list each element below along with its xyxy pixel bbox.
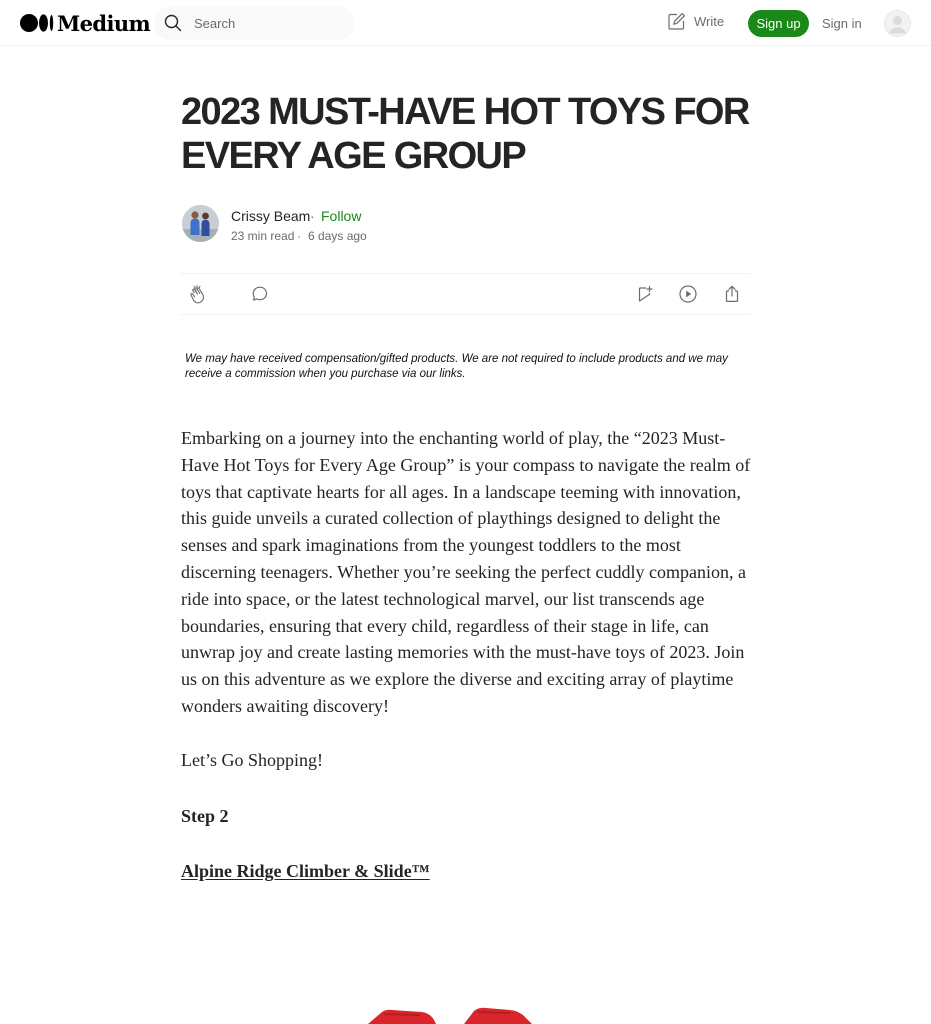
publish-date: 6 days ago [308, 229, 367, 243]
search-input[interactable] [192, 15, 346, 32]
write-label: Write [694, 14, 725, 29]
user-avatar[interactable] [884, 10, 911, 37]
product-image-top [360, 1004, 550, 1024]
product-link[interactable]: Alpine Ridge Climber & Slide™ [181, 861, 430, 881]
author-photo-icon [182, 205, 219, 242]
separator-dot: · [297, 229, 301, 243]
comment-icon[interactable] [250, 284, 270, 304]
play-icon[interactable] [678, 284, 698, 304]
follow-button[interactable]: Follow [321, 208, 362, 224]
sign-in-link[interactable]: Sign in [822, 16, 862, 31]
affiliate-disclaimer: We may have received compensation/gifted products. We are not required to include products and we may receive a commission when you purchase via our links. [185, 353, 728, 380]
read-time: 23 min read [231, 229, 295, 243]
bookmark-add-icon[interactable] [635, 284, 655, 304]
write-button[interactable] [667, 12, 724, 31]
medium-logo-mark-icon [20, 14, 54, 32]
sign-up-button[interactable]: Sign up [748, 10, 809, 37]
write-icon [667, 12, 686, 31]
article-action-bar [181, 273, 750, 315]
separator-dot: · [310, 208, 315, 224]
intro-paragraph: Embarking on a journey into the enchanting world of play, the “2023 Must-Have Hot Toys for Every Age Group” is your compass to navigate the realm of toys that captivate hearts for all ages. In a landscape teeming with innovation, this guide unveils a curated collection of playthings designed to delight the senses and spark imaginations from the youngest toddlers to the most discerning teenagers. Whether you’re seeking the perfect cuddly companion, a ride into space, or the latest technological marvel, our list transcends age boundaries, ensuring that every child, regardless of their stage in life, can unwrap joy and create lasting memories with the must-have toys of 2023. Join us on this adventure as we explore the diverse and exciting array of playtime wonders awaiting discovery! [181, 428, 751, 716]
search-box[interactable] [154, 6, 354, 40]
product-heading [181, 858, 753, 885]
author-avatar[interactable] [182, 205, 219, 242]
clap-icon[interactable] [188, 284, 208, 304]
search-icon [164, 14, 182, 32]
article-title: 2023 MUST-HAVE HOT TOYS FOR EVERY AGE GROUP [181, 91, 749, 177]
default-avatar-icon [884, 10, 911, 37]
share-icon[interactable] [722, 284, 742, 304]
top-navigation-bar [0, 0, 931, 46]
step-heading: Step 2 [181, 806, 229, 826]
medium-logo[interactable] [20, 10, 150, 36]
author-name[interactable]: Crissy Beam [231, 208, 311, 224]
shopping-paragraph: Let’s Go Shopping! [181, 750, 323, 770]
medium-logo-text: Medium [57, 10, 151, 36]
